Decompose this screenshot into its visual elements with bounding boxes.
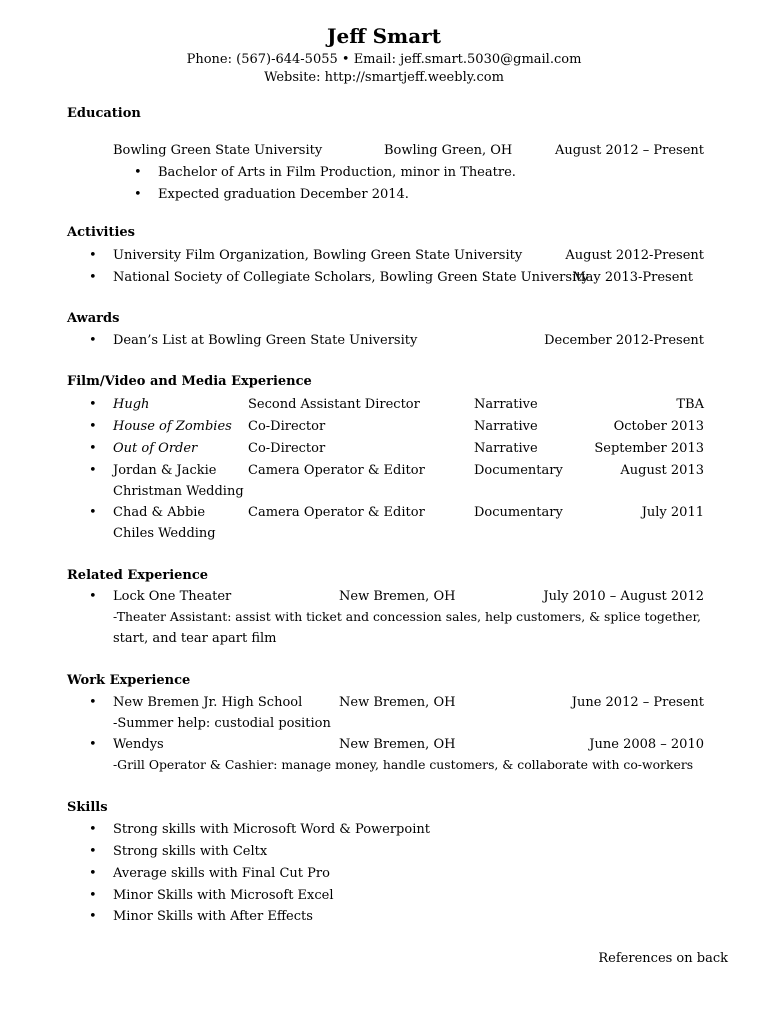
bullet-icon: • <box>89 463 97 478</box>
film-title-line2: Christman Wedding <box>113 484 244 499</box>
film-genre: Narrative <box>474 419 538 434</box>
film-role: Second Assistant Director <box>248 397 420 412</box>
section-title-work: Work Experience <box>67 673 191 688</box>
film-title-line2: Chiles Wedding <box>113 526 216 541</box>
bullet-icon: • <box>89 589 97 604</box>
bullet-icon: • <box>89 397 97 412</box>
section-title-skills: Skills <box>67 800 108 815</box>
bullet-icon: • <box>89 909 97 924</box>
film-role: Camera Operator & Editor <box>248 463 425 478</box>
activity-dates: May 2013-Present <box>572 270 693 285</box>
film-genre: Documentary <box>474 463 563 478</box>
film-date: October 2013 <box>613 419 704 434</box>
film-role: Co-Director <box>248 419 326 434</box>
film-title: Jordan & Jackie <box>113 463 217 478</box>
education-detail: Bachelor of Arts in Film Production, minor in Theatre. <box>158 165 516 180</box>
activity-item: University Film Organization, Bowling Green State University <box>113 248 523 263</box>
bullet-icon: • <box>89 695 97 710</box>
film-role: Camera Operator & Editor <box>248 505 425 520</box>
work-location: New Bremen, OH <box>339 737 456 752</box>
bullet-icon: • <box>89 248 97 263</box>
bullet-icon: • <box>89 737 97 752</box>
education-detail: Expected graduation December 2014. <box>158 187 409 202</box>
bullet-icon: • <box>89 866 97 881</box>
award-item: Dean’s List at Bowling Green State University <box>113 333 418 348</box>
film-date: TBA <box>676 397 704 412</box>
bullet-icon: • <box>134 165 142 180</box>
film-date: July 2011 <box>641 505 704 520</box>
bullet-icon: • <box>89 441 97 456</box>
film-title: Out of Order <box>113 441 198 456</box>
section-title-related: Related Experience <box>67 568 209 583</box>
resume-name: Jeff Smart <box>327 24 441 48</box>
film-genre: Narrative <box>474 397 538 412</box>
skill-item: Minor Skills with After Effects <box>113 909 313 924</box>
work-dates: June 2012 – Present <box>571 695 704 710</box>
related-place: Lock One Theater <box>113 589 232 604</box>
work-place: New Bremen Jr. High School <box>113 695 303 710</box>
film-title: House of Zombies <box>113 419 232 434</box>
skill-item: Strong skills with Microsoft Word & Powerpoint <box>113 822 430 837</box>
skill-item: Minor Skills with Microsoft Excel <box>113 888 334 903</box>
bullet-icon: • <box>89 822 97 837</box>
film-date: September 2013 <box>594 441 704 456</box>
bullet-icon: • <box>89 505 97 520</box>
section-title-education: Education <box>67 106 141 121</box>
activity-item: National Society of Collegiate Scholars, Bowling Green State University <box>113 270 589 285</box>
related-location: New Bremen, OH <box>339 589 456 604</box>
film-genre: Narrative <box>474 441 538 456</box>
education-school: Bowling Green State University <box>113 143 323 158</box>
skill-item: Strong skills with Celtx <box>113 844 268 859</box>
website-line: Website: http://smartjeff.weebly.com <box>264 70 504 85</box>
film-title: Chad & Abbie <box>113 505 206 520</box>
references-note: References on back <box>598 951 728 966</box>
work-description: -Grill Operator & Cashier: manage money, handle customers, & collaborate with co-workers <box>113 757 694 772</box>
related-description-line2: start, and tear apart film <box>113 631 277 646</box>
bullet-icon: • <box>89 333 97 348</box>
film-title: Hugh <box>113 397 150 412</box>
film-role: Co-Director <box>248 441 326 456</box>
bullet-icon: • <box>89 844 97 859</box>
bullet-icon: • <box>134 187 142 202</box>
section-title-film: Film/Video and Media Experience <box>67 374 312 389</box>
work-place: Wendys <box>113 737 164 752</box>
film-genre: Documentary <box>474 505 563 520</box>
bullet-icon: • <box>89 888 97 903</box>
work-dates: June 2008 – 2010 <box>589 737 704 752</box>
related-dates: July 2010 – August 2012 <box>543 589 704 604</box>
work-location: New Bremen, OH <box>339 695 456 710</box>
bullet-icon: • <box>89 419 97 434</box>
contact-line: Phone: (567)-644-5055 • Email: jeff.smart.5030@gmail.com <box>186 52 582 67</box>
education-dates: August 2012 – Present <box>555 143 704 158</box>
section-title-activities: Activities <box>67 225 135 240</box>
film-date: August 2013 <box>620 463 704 478</box>
work-description: -Summer help: custodial position <box>113 716 331 731</box>
section-title-awards: Awards <box>67 311 120 326</box>
activity-dates: August 2012-Present <box>565 248 704 263</box>
related-description: -Theater Assistant: assist with ticket and concession sales, help customers, & splice together, <box>113 609 701 624</box>
skill-item: Average skills with Final Cut Pro <box>113 866 330 881</box>
education-location: Bowling Green, OH <box>384 143 513 158</box>
bullet-icon: • <box>89 270 97 285</box>
award-dates: December 2012-Present <box>544 333 704 348</box>
